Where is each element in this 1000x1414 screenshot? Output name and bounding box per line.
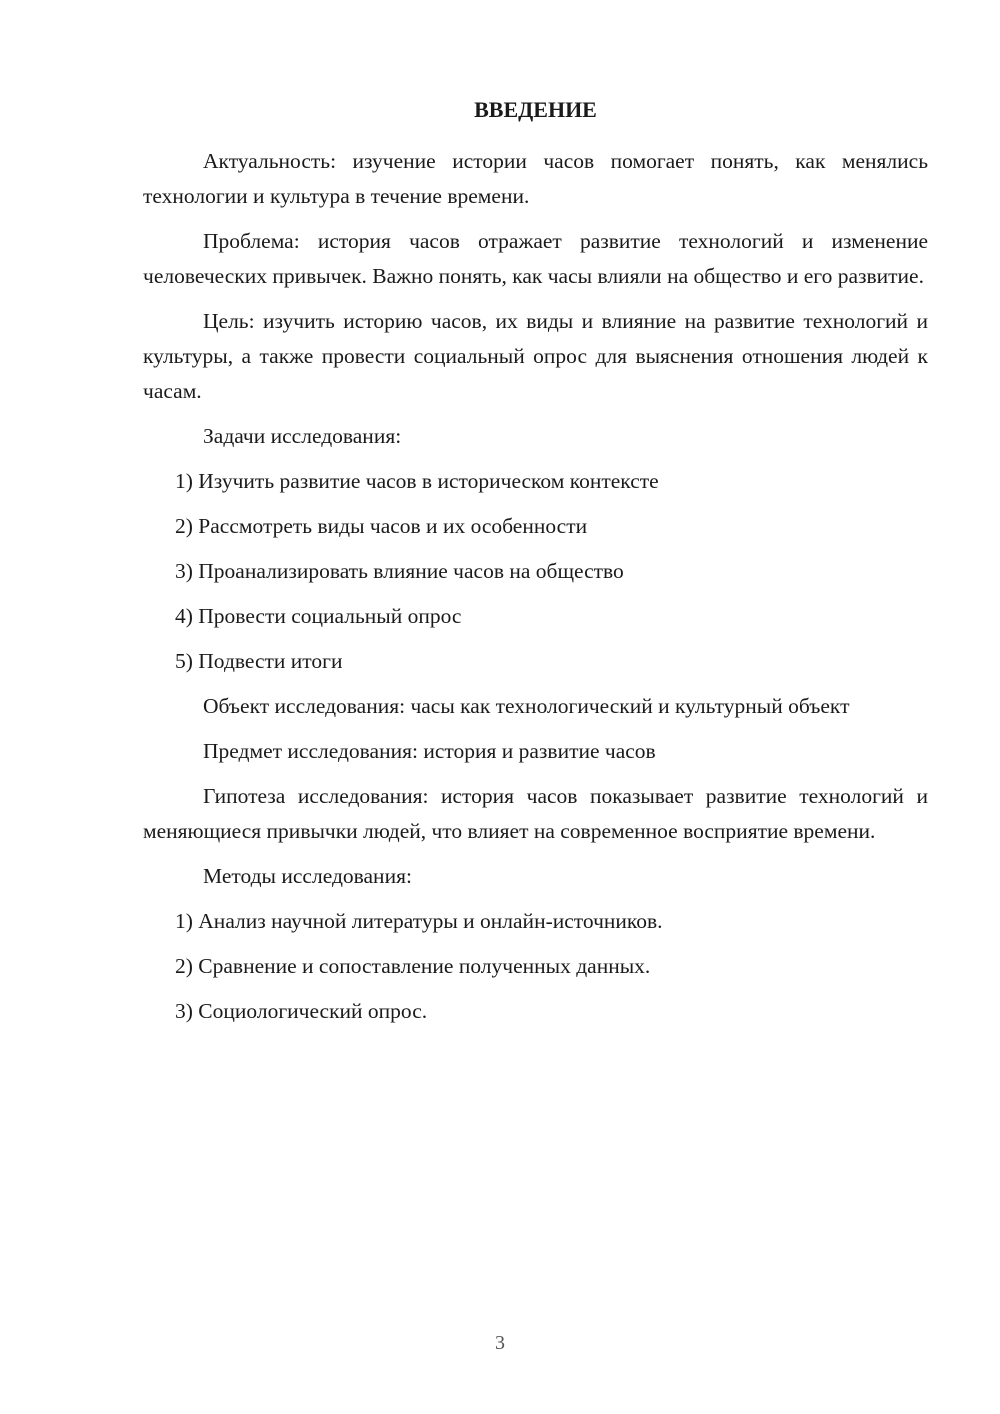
tasks-list xyxy=(143,464,928,679)
subject-paragraph: Предмет исследования: история и развитие часов xyxy=(203,739,656,763)
methods-title: Методы исследования: xyxy=(203,864,412,888)
list-item: 1) Изучить развитие часов в историческом контексте xyxy=(175,469,659,493)
relevance-paragraph: Актуальность: изучение истории часов помогает понять, как менялись технологии и культура в течение времени. xyxy=(143,149,928,208)
document-page xyxy=(143,92,928,1039)
list-item: 3) Социологический опрос. xyxy=(175,999,428,1023)
tasks-title: Задачи исследования: xyxy=(203,424,402,448)
section-heading: ВВЕДЕНИЕ xyxy=(474,97,597,122)
list-item: 4) Провести социальный опрос xyxy=(175,604,462,628)
list-item: 1) Анализ научной литературы и онлайн-источников. xyxy=(175,909,663,933)
hypothesis-paragraph: Гипотеза исследования: история часов показывает развитие технологий и меняющиеся привычки людей, что влияет на современное восприятие времени. xyxy=(143,784,928,843)
problem-paragraph: Проблема: история часов отражает развитие технологий и изменение человеческих привычек. Важно понять, как часы влияли на общество и его развитие. xyxy=(143,229,928,288)
list-item: 3) Проанализировать влияние часов на общество xyxy=(175,559,624,583)
methods-list xyxy=(143,904,928,1029)
object-paragraph: Объект исследования: часы как технологический и культурный объект xyxy=(203,694,850,718)
list-item: 5) Подвести итоги xyxy=(175,649,343,673)
list-item: 2) Сравнение и сопоставление полученных данных. xyxy=(175,954,651,978)
goal-paragraph: Цель: изучить историю часов, их виды и влияние на развитие технологий и культуры, а также провести социальный опрос для выяснения отношения людей к часам. xyxy=(143,309,928,403)
list-item: 2) Рассмотреть виды часов и их особенности xyxy=(175,514,588,538)
page-number: 3 xyxy=(495,1332,505,1354)
